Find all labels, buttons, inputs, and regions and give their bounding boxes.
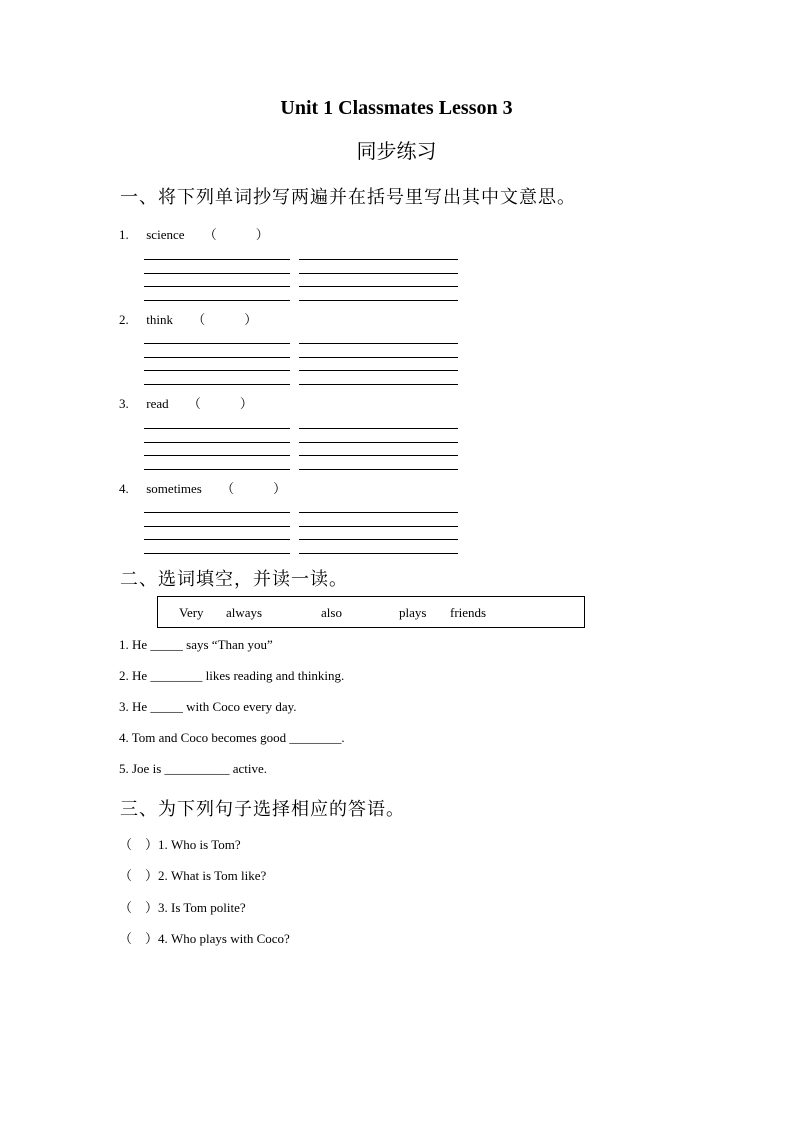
writing-line [299, 428, 458, 429]
word-item-4 [119, 478, 286, 497]
writing-line [299, 357, 458, 358]
writing-line [144, 370, 290, 371]
writing-line [299, 539, 458, 540]
writing-line [299, 273, 458, 274]
word-bank-word: friends [450, 605, 487, 620]
writing-line [299, 553, 458, 554]
item-paren: （ ） [187, 396, 253, 411]
page-title: Unit 1 Classmates Lesson 3 [280, 97, 513, 119]
writing-line [144, 455, 290, 456]
writing-line [144, 428, 290, 429]
fill-question-2: 2. He ________ likes reading and thinking. [119, 668, 345, 683]
word-item-1 [119, 224, 269, 243]
section3-heading: 三、为下列句子选择相应的答语。 [120, 799, 405, 820]
writing-line [144, 300, 290, 301]
match-question-3: （ ）3. Is Tom polite? [119, 900, 246, 915]
item-word: read [146, 396, 169, 411]
item-number: 4. [119, 481, 129, 496]
match-question-4: （ ）4. Who plays with Coco? [119, 931, 290, 946]
writing-line [144, 286, 290, 287]
writing-line [144, 384, 290, 385]
writing-line [299, 526, 458, 527]
writing-line [144, 512, 290, 513]
section1-heading: 一、将下列单词抄写两遍并在括号里写出其中文意思。 [120, 187, 576, 208]
word-bank-word: also [321, 605, 342, 620]
writing-line [144, 357, 290, 358]
item-number: 3. [119, 396, 129, 411]
item-number: 1. [119, 227, 129, 242]
fill-question-3: 3. He _____ with Coco every day. [119, 699, 297, 714]
fill-question-5: 5. Joe is __________ active. [119, 761, 268, 776]
fill-question-1: 1. He _____ says “Than you” [119, 637, 273, 652]
writing-line [299, 286, 458, 287]
writing-line [299, 300, 458, 301]
writing-line [144, 553, 290, 554]
writing-line [299, 469, 458, 470]
writing-line [299, 259, 458, 260]
word-item-2 [119, 309, 257, 328]
writing-line [299, 512, 458, 513]
writing-line [299, 343, 458, 344]
item-number: 2. [119, 312, 129, 327]
word-bank-word: Very [179, 605, 204, 620]
writing-line [144, 526, 290, 527]
word-item-3 [119, 393, 253, 412]
writing-line [299, 442, 458, 443]
word-bank-word: always [226, 605, 263, 620]
match-question-2: （ ）2. What is Tom like? [119, 868, 267, 883]
item-word: sometimes [146, 481, 202, 496]
item-word: science [146, 227, 185, 242]
writing-line [299, 455, 458, 456]
word-bank-word: plays [399, 605, 427, 620]
word-bank-box [157, 596, 585, 628]
section2-heading: 二、选词填空，并读一读。 [120, 569, 348, 590]
item-word: think [146, 312, 173, 327]
writing-line [299, 370, 458, 371]
writing-line [144, 343, 290, 344]
writing-line [299, 384, 458, 385]
writing-line [144, 469, 290, 470]
writing-line [144, 442, 290, 443]
page-subtitle: 同步练习 [356, 139, 437, 163]
item-paren: （ ） [221, 481, 287, 496]
match-question-1: （ ）1. Who is Tom? [119, 837, 241, 852]
writing-line [144, 273, 290, 274]
writing-line [144, 259, 290, 260]
item-paren: （ ） [203, 227, 269, 242]
item-paren: （ ） [192, 312, 258, 327]
fill-question-4: 4. Tom and Coco becomes good ________. [119, 730, 345, 745]
writing-line [144, 539, 290, 540]
